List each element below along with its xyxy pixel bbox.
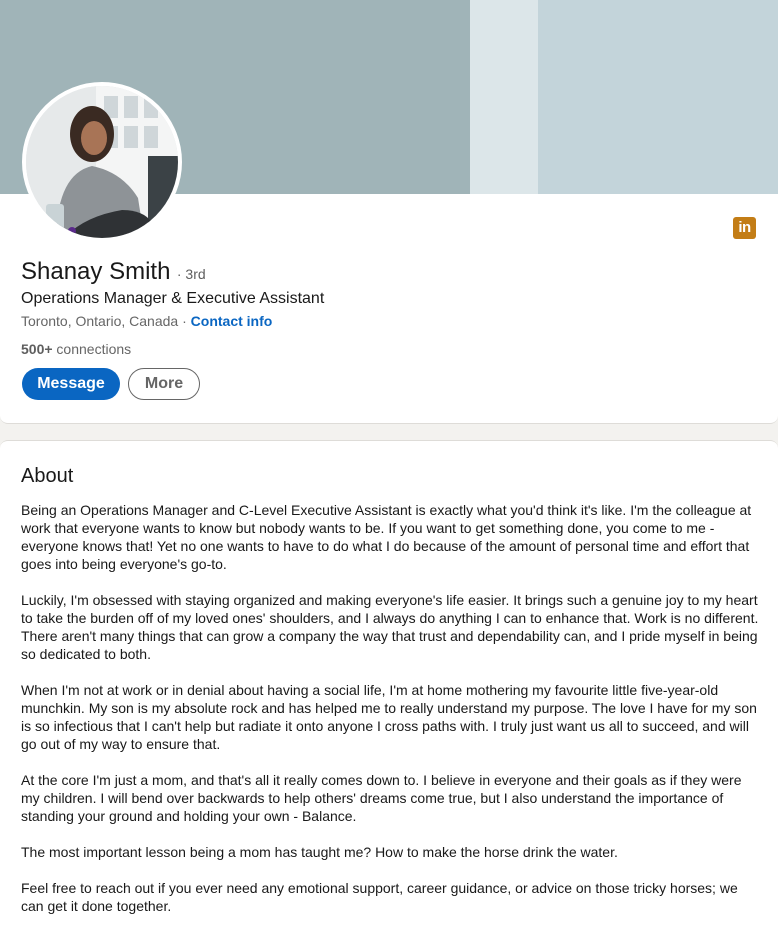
banner-stripe-shape bbox=[470, 0, 538, 194]
about-paragraph: At the core I'm just a mom, and that's all it really comes down to. I believe in everyone and their goals as if they were my children. I will bend over backwards to help others' dreams come true, but I also understand the importance of standing your ground and holding your own - Balance. bbox=[21, 772, 742, 824]
profile-location: Toronto, Ontario, Canada bbox=[21, 313, 179, 329]
about-body bbox=[21, 501, 761, 933]
avatar-photo bbox=[26, 86, 178, 238]
profile-avatar[interactable] bbox=[22, 82, 182, 242]
location-row bbox=[21, 313, 272, 329]
profile-name: Shanay Smith bbox=[21, 258, 171, 285]
about-paragraph: When I'm not at work or in denial about having a social life, I'm at home mothering my favourite little five-year-old munchkin. My son is my absolute rock and has helped me to really understand my purpose. The love I have for my son is so infectious that I can't help but radiate it onto anyone I cross paths with. I truly just want us all to succeed, and will go out of my way to ensure that. bbox=[21, 682, 757, 752]
connection-degree: · 3rd bbox=[176, 266, 206, 282]
connections-label: connections bbox=[52, 341, 132, 357]
message-button[interactable]: Message bbox=[22, 368, 120, 400]
profile-headline: Operations Manager & Executive Assistant bbox=[21, 290, 325, 307]
connections-count: 500+ bbox=[21, 341, 53, 357]
about-paragraph: Feel free to reach out if you ever need any emotional support, career guidance, or advice on those tricky horses; we can get it done together. bbox=[21, 880, 738, 914]
connections-row[interactable] bbox=[21, 341, 131, 357]
profile-card bbox=[0, 0, 778, 424]
more-button[interactable]: More bbox=[128, 368, 200, 400]
about-paragraph: The most important lesson being a mom has taught me? How to make the horse drink the water. bbox=[21, 844, 618, 860]
about-paragraph: Being an Operations Manager and C-Level Executive Assistant is exactly what you'd think it's like. I'm the colleague at work that everyone wants to know but nobody wants to be. If you want to get something done, you come to me - everyone knows that! Yet no one wants to have to do what I do because of the amount of personal time and effort that goes into being everyone's go-to. bbox=[21, 502, 752, 572]
location-separator: · bbox=[178, 313, 191, 329]
contact-info-link[interactable]: Contact info bbox=[190, 313, 273, 329]
about-section bbox=[0, 440, 778, 935]
name-row bbox=[21, 258, 206, 286]
linkedin-icon[interactable]: in bbox=[733, 217, 756, 239]
about-title: About bbox=[21, 465, 74, 487]
about-paragraph: Luckily, I'm obsessed with staying organized and making everyone's life easier. It brings such a genuine joy to my heart to take the burden off of my loved ones' shoulders, and I always do anything I can to enhance that. Work is no different. There aren't many things that can grow a company the way that trust and dependability can, and I pride myself in being so dedicated to both. bbox=[21, 592, 759, 662]
